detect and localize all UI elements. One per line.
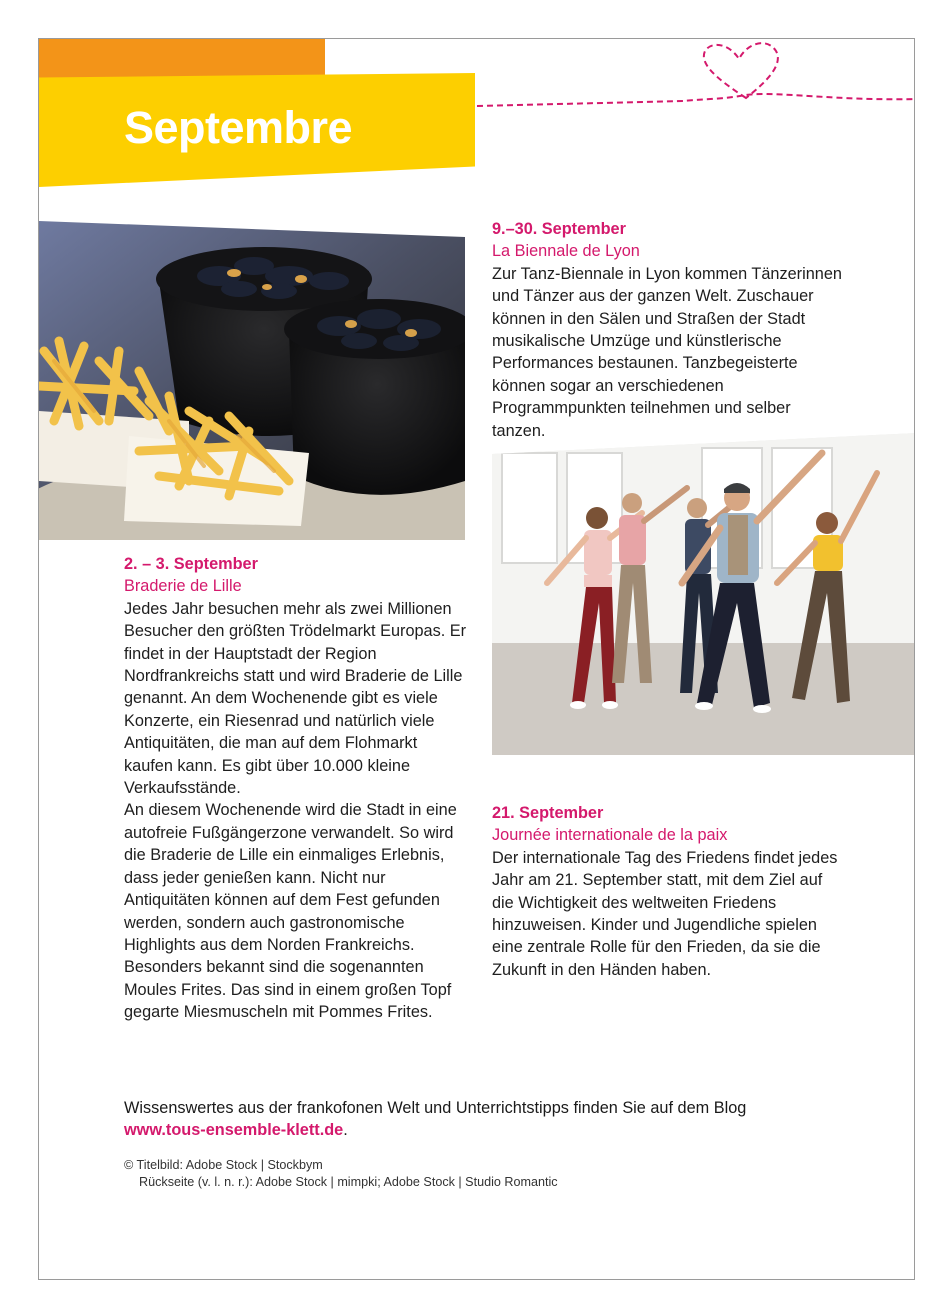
dashed-heart-icon: [477, 39, 915, 119]
event-biennale-de-lyon: [492, 218, 842, 442]
credit-line-1: © Titelbild: Adobe Stock | Stockbym: [124, 1158, 323, 1172]
moules-frites-photo: [39, 221, 465, 540]
event-title: Braderie de Lille: [124, 577, 242, 596]
event-date: 21. September: [492, 804, 604, 822]
event-title: La Biennale de Lyon: [492, 242, 640, 261]
blog-note: [124, 1097, 864, 1141]
event-description: Zur Tanz-Biennale in Lyon kommen Tänzerinnen und Tänzer aus der ganzen Welt. Zuschauer können in den Sälen und Straßen der Stadt musikalische Umzüge und künstlerische Performances bestaunen. Tanzbegeisterte können sogar an verschiedenen Programmpunkten teilnehmen und selber tanzen.: [492, 264, 842, 440]
event-braderie-de-lille: [124, 553, 469, 1024]
event-date: 9.–30. September: [492, 220, 626, 238]
event-title: Journée internationale de la paix: [492, 826, 728, 845]
image-credits: [124, 1157, 558, 1191]
event-date: 2. – 3. September: [124, 555, 258, 573]
dancers-photo: [492, 433, 915, 755]
event-description: Der internationale Tag des Friedens findet jedes Jahr am 21. September statt, mit dem Ziel auf die Wichtigkeit des weltweiten Friedens hinzuweisen. Kinder und Jugendliche spielen eine zentrale Rolle für den Frieden, da sie die Zukunft in den Händen haben.: [492, 848, 838, 979]
blog-link[interactable]: www.tous-ensemble-klett.de: [124, 1121, 344, 1139]
credit-line-2: Rückseite (v. l. n. r.): Adobe Stock | mimpki; Adobe Stock | Studio Romantic: [139, 1175, 558, 1189]
blog-end: .: [343, 1121, 348, 1139]
page-title: Septembre: [124, 102, 353, 153]
event-description: Jedes Jahr besuchen mehr als zwei Millionen Besucher den größten Trödelmarkt Europas. Er findet in der Hauptstadt der Region Nordfrankreichs statt und wird Braderie de Lille genannt. An dem Wochenende gibt es viele Konzerte, ein Riesenrad und natürlich viele Antiquitäten, die man auf dem Flohmarkt kaufen kann. Es gibt über 10.000 kleine Verkaufsstände.: [124, 599, 467, 798]
blog-text: Wissenswertes aus der frankofonen Welt und Unterrichtstipps finden Sie auf dem Blog: [124, 1099, 747, 1117]
event-journee-de-la-paix: [492, 802, 842, 981]
event-description-continued: An diesem Wochenende wird die Stadt in eine autofreie Fußgängerzone verwandelt. So wird die Braderie de Lille ein einmaliges Erlebnis, dass jeder genießen kann. Nicht nur Antiquitäten können auf dem Fest gefunden werden, sondern auch gastronomische Highlights aus dem Norden Frankreichs. Besonders bekannt sind die sogenannten Moules Frites. Das sind in einem großen Topf gegarte Miesmuscheln mit Pommes Frites.: [124, 801, 457, 1022]
calendar-page: [38, 38, 915, 1280]
